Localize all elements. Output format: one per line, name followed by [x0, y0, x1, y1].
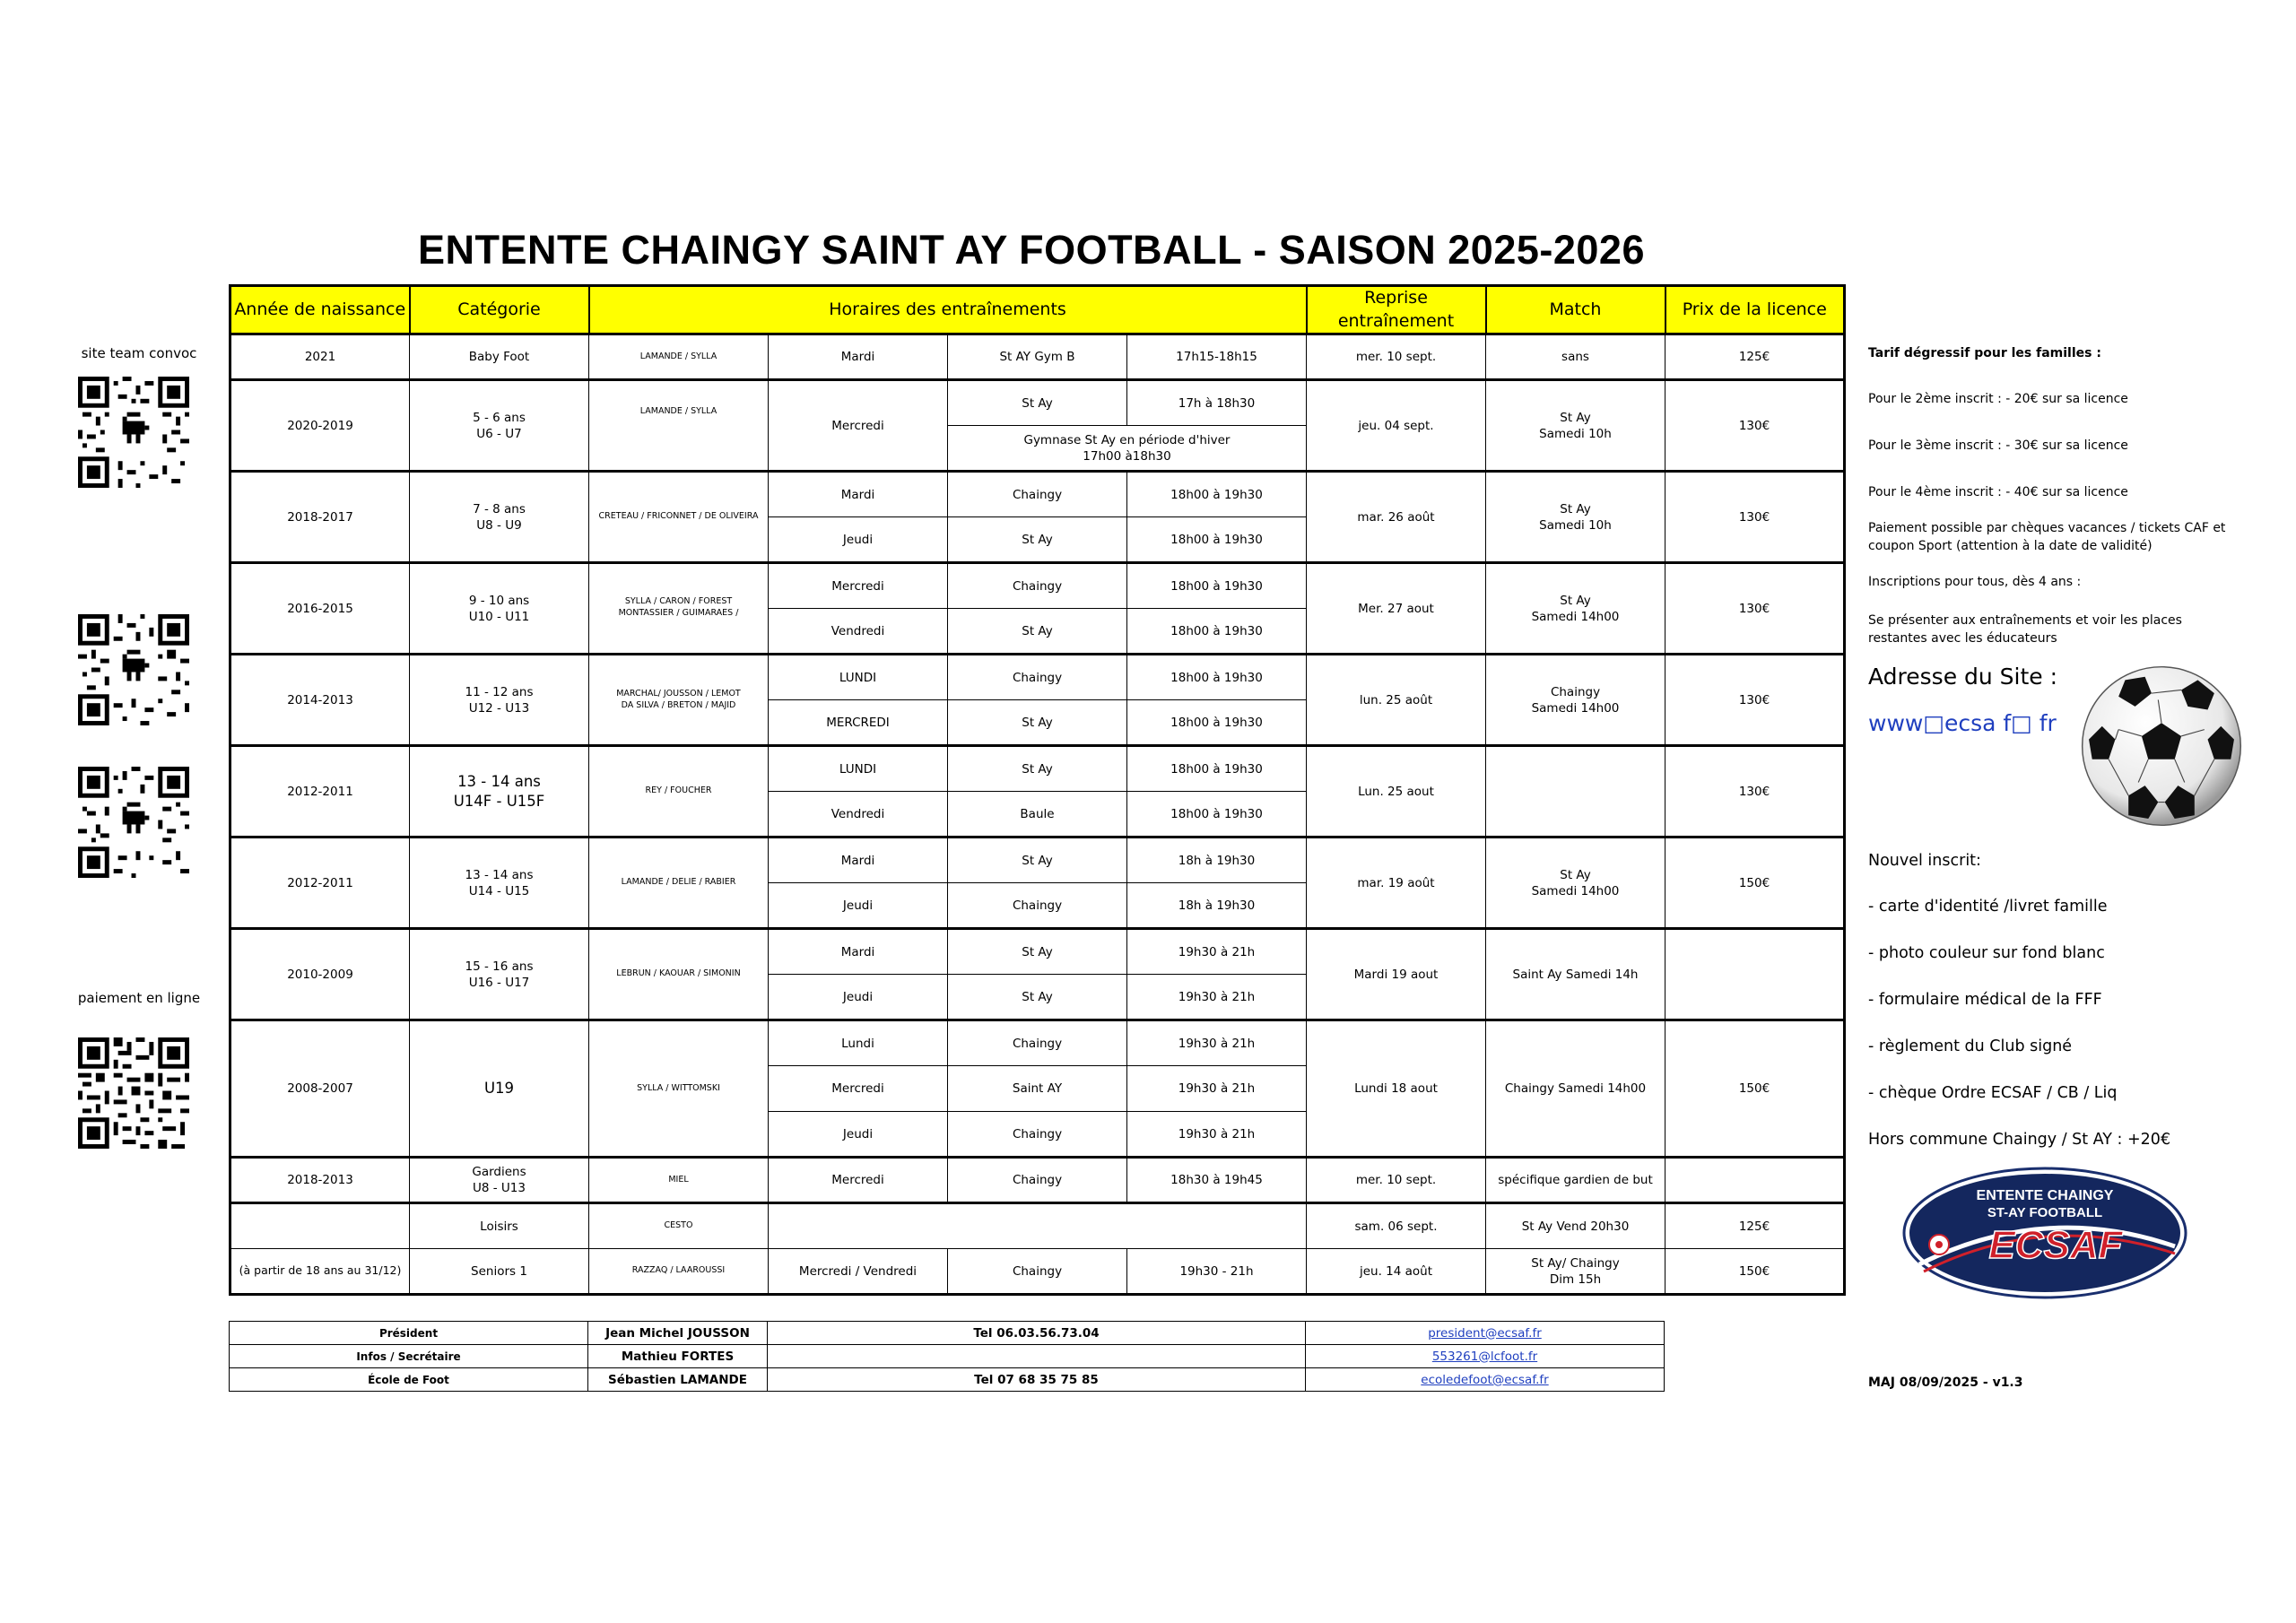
- cell-heure: 19h30 à 21h: [1127, 1066, 1307, 1112]
- cell-lieu: Chaingy: [948, 1020, 1127, 1066]
- cell-categorie: Seniors 1: [410, 1249, 589, 1295]
- cell-jour: MERCREDI: [769, 700, 948, 746]
- cell-jour: Mercredi: [769, 1066, 948, 1112]
- cell-match: [1486, 746, 1665, 838]
- cell-lieu: Chaingy: [948, 1249, 1127, 1295]
- cell-heure: 18h00 à 19h30: [1127, 746, 1307, 792]
- cell-educateurs: CESTO: [589, 1203, 769, 1249]
- paiement-en-ligne-label: paiement en ligne: [77, 990, 201, 1006]
- cell-lieu: St Ay: [948, 838, 1127, 883]
- header-horaires: Horaires des entraînements: [589, 286, 1307, 334]
- table-row: [230, 1158, 1845, 1203]
- list-item: Hors commune Chaingy / St AY : +20€: [1868, 1131, 2171, 1149]
- cell-lieu: Baule: [948, 792, 1127, 838]
- header-annee: Année de naissance: [230, 286, 410, 334]
- contact-email-link[interactable]: president@ecsaf.fr: [1428, 1325, 1542, 1341]
- cell-heure: 19h30 - 21h: [1127, 1249, 1307, 1295]
- cell-jour: Mercredi: [769, 1158, 948, 1203]
- cell-lieu: Chaingy: [948, 1158, 1127, 1203]
- table-row: [230, 563, 1845, 609]
- header-match: Match: [1486, 286, 1665, 334]
- cell-reprise: mar. 19 août: [1307, 838, 1486, 929]
- cell-jour: Mardi: [769, 334, 948, 380]
- presenter-info: Se présenter aux entraînements et voir les places restantes avec les éducateurs: [1868, 613, 2182, 646]
- table-row: [230, 472, 1845, 517]
- contacts-table: [229, 1321, 1665, 1392]
- contact-name: Sébastien LAMANDE: [588, 1368, 768, 1392]
- table-row: [230, 334, 1845, 380]
- header-prix: Prix de la licence: [1665, 286, 1845, 334]
- cell-reprise: sam. 06 sept.: [1307, 1203, 1486, 1249]
- cell-educateurs: MARCHAL/ JOUSSON / LEMOT DA SILVA / BRETON / MAJID: [589, 655, 769, 746]
- cell-educateurs: REY / FOUCHER: [589, 746, 769, 838]
- cell-categorie: 13 - 14 ans U14F - U15F: [410, 746, 589, 838]
- contact-name: Mathieu FORTES: [588, 1345, 768, 1368]
- cell-match: Chaingy Samedi 14h00: [1486, 655, 1665, 746]
- cell-lieu: Chaingy: [948, 655, 1127, 700]
- cell-jour: Jeudi: [769, 517, 948, 563]
- table-row: [230, 1203, 1845, 1249]
- logo-line2: ST-AY FOOTBALL: [1987, 1205, 2103, 1220]
- qr-code-icon[interactable]: [76, 767, 191, 878]
- cell-prix: 130€: [1665, 563, 1845, 655]
- cell-horaires-empty: [769, 1203, 1307, 1249]
- cell-reprise: lun. 25 août: [1307, 655, 1486, 746]
- cell-reprise: Lun. 25 aout: [1307, 746, 1486, 838]
- contact-phone: Tel 07 68 35 75 85: [768, 1368, 1306, 1392]
- cell-categorie: 9 - 10 ans U10 - U11: [410, 563, 589, 655]
- schedule-table: [229, 284, 1846, 1296]
- cell-match: Chaingy Samedi 14h00: [1486, 1020, 1665, 1158]
- cell-match: St Ay Vend 20h30: [1486, 1203, 1665, 1249]
- table-row: [230, 929, 1845, 975]
- cell-lieu: St Ay: [948, 517, 1127, 563]
- cell-heure: 19h30 à 21h: [1127, 1020, 1307, 1066]
- cell-prix: 130€: [1665, 472, 1845, 563]
- tarif-4: Pour le 4ème inscrit : - 40€ sur sa licence: [1868, 485, 2128, 499]
- cell-prix: 150€: [1665, 1249, 1845, 1295]
- cell-prix: [1665, 929, 1845, 1020]
- qr-code-icon[interactable]: [76, 1037, 191, 1149]
- cell-match: spécifique gardien de but: [1486, 1158, 1665, 1203]
- soccer-ball-icon: [2079, 664, 2244, 829]
- cell-categorie: Loisirs: [410, 1203, 589, 1249]
- cell-prix: 125€: [1665, 334, 1845, 380]
- contact-email-link[interactable]: 553261@lcfoot.fr: [1431, 1349, 1538, 1364]
- cell-reprise: jeu. 04 sept.: [1307, 380, 1486, 472]
- cell-lieu: St Ay: [948, 975, 1127, 1020]
- cell-lieu: Chaingy: [948, 563, 1127, 609]
- cell-reprise: Lundi 18 aout: [1307, 1020, 1486, 1158]
- contact-role: École de Foot: [230, 1368, 588, 1392]
- cell-match: St Ay Samedi 14h00: [1486, 838, 1665, 929]
- cell-prix: 125€: [1665, 1203, 1845, 1249]
- cell-jour: Mardi: [769, 929, 948, 975]
- table-row: [230, 746, 1845, 792]
- cell-reprise: Mardi 19 aout: [1307, 929, 1486, 1020]
- adresse-url-link[interactable]: www□ecsa f□ fr: [1868, 710, 2057, 736]
- tarif-3: Pour le 3ème inscrit : - 30€ sur sa licence: [1868, 438, 2128, 453]
- cell-jour: LUNDI: [769, 746, 948, 792]
- page-title: ENTENTE CHAINGY SAINT AY FOOTBALL - SAISON 2025-2026: [418, 227, 1645, 273]
- table-row: [230, 380, 1845, 426]
- maj-version: MAJ 08/09/2025 - v1.3: [1868, 1376, 2023, 1390]
- header-reprise: Reprise entraînement: [1307, 286, 1486, 334]
- cell-lieu: St AY Gym B: [948, 334, 1127, 380]
- list-item: - règlement du Club signé: [1868, 1037, 2073, 1055]
- cell-reprise: mer. 10 sept.: [1307, 334, 1486, 380]
- cell-match: St Ay Samedi 14h00: [1486, 563, 1665, 655]
- cell-jour: Lundi: [769, 1020, 948, 1066]
- contact-phone: [768, 1345, 1306, 1368]
- cell-lieu: Chaingy: [948, 1112, 1127, 1158]
- cell-lieu: Chaingy: [948, 472, 1127, 517]
- cell-jour: Jeudi: [769, 883, 948, 929]
- cell-annee: (à partir de 18 ans au 31/12): [230, 1249, 410, 1295]
- cell-reprise: jeu. 14 août: [1307, 1249, 1486, 1295]
- cell-jour: Vendredi: [769, 792, 948, 838]
- contact-row: [230, 1322, 1665, 1345]
- ecsaf-logo: [1901, 1166, 2188, 1300]
- cell-prix: 150€: [1665, 838, 1845, 929]
- cell-annee: 2014-2013: [230, 655, 410, 746]
- cell-educateurs: LAMANDE / DELIE / RABIER: [589, 838, 769, 929]
- cell-heure: 17h15-18h15: [1127, 334, 1307, 380]
- site-team-convoc-label: site team convoc: [81, 345, 197, 361]
- cell-jour: Mercredi / Vendredi: [769, 1249, 948, 1295]
- table-row: [230, 655, 1845, 700]
- cell-heure: 17h à 18h30: [1127, 380, 1307, 426]
- paiement-info: Paiement possible par chèques vacances / tickets CAF et coupon Sport (attention à la date de validité): [1868, 521, 2226, 553]
- cell-reprise: Mer. 27 aout: [1307, 563, 1486, 655]
- cell-lieu: St Ay: [948, 609, 1127, 655]
- cell-heure: 18h30 à 19h45: [1127, 1158, 1307, 1203]
- cell-lieu: St Ay: [948, 929, 1127, 975]
- cell-prix: 130€: [1665, 746, 1845, 838]
- cell-jour: LUNDI: [769, 655, 948, 700]
- cell-hiver: Gymnase St Ay en période d'hiver 17h00 à18h30: [948, 426, 1307, 472]
- cell-categorie: 11 - 12 ans U12 - U13: [410, 655, 589, 746]
- cell-heure: 18h00 à 19h30: [1127, 563, 1307, 609]
- cell-categorie: 7 - 8 ans U8 - U9: [410, 472, 589, 563]
- cell-heure: 18h00 à 19h30: [1127, 472, 1307, 517]
- contact-role: Infos / Secrétaire: [230, 1345, 588, 1368]
- cell-categorie: Gardiens U8 - U13: [410, 1158, 589, 1203]
- cell-prix: 130€: [1665, 655, 1845, 746]
- cell-heure: 18h00 à 19h30: [1127, 517, 1307, 563]
- nouvel-inscrit-title: Nouvel inscrit:: [1868, 852, 1981, 870]
- cell-prix: 130€: [1665, 380, 1845, 472]
- cell-lieu: St Ay: [948, 380, 1127, 426]
- cell-prix: [1665, 1158, 1845, 1203]
- cell-heure: 19h30 à 21h: [1127, 929, 1307, 975]
- cell-match: St Ay Samedi 10h: [1486, 380, 1665, 472]
- cell-annee: 2012-2011: [230, 838, 410, 929]
- cell-heure: 18h00 à 19h30: [1127, 792, 1307, 838]
- cell-match: sans: [1486, 334, 1665, 380]
- cell-categorie: 5 - 6 ans U6 - U7: [410, 380, 589, 472]
- tarif-title: Tarif dégressif pour les familles :: [1868, 346, 2101, 360]
- table-row: [230, 838, 1845, 883]
- cell-reprise: mar. 26 août: [1307, 472, 1486, 563]
- cell-heure: 18h à 19h30: [1127, 838, 1307, 883]
- cell-match: St Ay/ Chaingy Dim 15h: [1486, 1249, 1665, 1295]
- tarif-2: Pour le 2ème inscrit : - 20€ sur sa licence: [1868, 392, 2128, 406]
- cell-educateurs: MIEL: [589, 1158, 769, 1203]
- cell-educateurs: LEBRUN / KAOUAR / SIMONIN: [589, 929, 769, 1020]
- cell-jour: Jeudi: [769, 1112, 948, 1158]
- cell-lieu: Saint AY: [948, 1066, 1127, 1112]
- cell-annee: 2018-2017: [230, 472, 410, 563]
- cell-categorie: U19: [410, 1020, 589, 1158]
- logo-line1: ENTENTE CHAINGY: [1976, 1188, 2114, 1203]
- qr-code-icon[interactable]: [76, 377, 191, 488]
- cell-jour: Jeudi: [769, 975, 948, 1020]
- cell-heure: 18h00 à 19h30: [1127, 700, 1307, 746]
- cell-educateurs: LAMANDE / SYLLA: [589, 380, 769, 472]
- contact-name: Jean Michel JOUSSON: [588, 1322, 768, 1345]
- contact-phone: Tel 06.03.56.73.04: [768, 1322, 1306, 1345]
- list-item: - formulaire médical de la FFF: [1868, 991, 2102, 1009]
- table-row: [230, 1020, 1845, 1066]
- contact-row: [230, 1345, 1665, 1368]
- cell-annee: 2020-2019: [230, 380, 410, 472]
- inscriptions-info: Inscriptions pour tous, dès 4 ans :: [1868, 575, 2082, 589]
- cell-heure: 18h00 à 19h30: [1127, 655, 1307, 700]
- cell-categorie: Baby Foot: [410, 334, 589, 380]
- cell-educateurs: CRETEAU / FRICONNET / DE OLIVEIRA: [589, 472, 769, 563]
- cell-annee: 2018-2013: [230, 1158, 410, 1203]
- cell-lieu: St Ay: [948, 746, 1127, 792]
- cell-heure: 19h30 à 21h: [1127, 975, 1307, 1020]
- cell-prix: 150€: [1665, 1020, 1845, 1158]
- cell-annee: 2008-2007: [230, 1020, 410, 1158]
- cell-jour: Mardi: [769, 838, 948, 883]
- cell-educateurs: SYLLA / WITTOMSKI: [589, 1020, 769, 1158]
- table-row: [230, 1249, 1845, 1295]
- list-item: - chèque Ordre ECSAF / CB / Liq: [1868, 1084, 2118, 1102]
- cell-categorie: 13 - 14 ans U14 - U15: [410, 838, 589, 929]
- cell-match: St Ay Samedi 10h: [1486, 472, 1665, 563]
- contact-email-link[interactable]: ecoledefoot@ecsaf.fr: [1421, 1372, 1549, 1387]
- cell-heure: 18h00 à 19h30: [1127, 609, 1307, 655]
- cell-categorie: 15 - 16 ans U16 - U17: [410, 929, 589, 1020]
- cell-educateurs: SYLLA / CARON / FOREST MONTASSIER / GUIMARAES /: [589, 563, 769, 655]
- cell-lieu: St Ay: [948, 700, 1127, 746]
- contact-row: [230, 1368, 1665, 1392]
- cell-heure: 19h30 à 21h: [1127, 1112, 1307, 1158]
- cell-annee: 2016-2015: [230, 563, 410, 655]
- logo-text: ECSAF: [1988, 1223, 2123, 1267]
- cell-jour: Vendredi: [769, 609, 948, 655]
- header-categorie: Catégorie: [410, 286, 589, 334]
- cell-annee: 2010-2009: [230, 929, 410, 1020]
- cell-match: Saint Ay Samedi 14h: [1486, 929, 1665, 1020]
- cell-annee: [230, 1203, 410, 1249]
- adresse-label: Adresse du Site :: [1868, 664, 2058, 690]
- cell-heure: 18h à 19h30: [1127, 883, 1307, 929]
- cell-educateurs: RAZZAQ / LAAROUSSI: [589, 1249, 769, 1295]
- cell-jour: Mercredi: [769, 380, 948, 472]
- cell-educateurs: LAMANDE / SYLLA: [589, 334, 769, 380]
- cell-annee: 2021: [230, 334, 410, 380]
- cell-jour: Mardi: [769, 472, 948, 517]
- list-item: - photo couleur sur fond blanc: [1868, 944, 2105, 962]
- contact-role: Président: [230, 1322, 588, 1345]
- cell-lieu: Chaingy: [948, 883, 1127, 929]
- cell-jour: Mercredi: [769, 563, 948, 609]
- qr-code-icon[interactable]: [76, 614, 191, 725]
- cell-annee: 2012-2011: [230, 746, 410, 838]
- list-item: - carte d'identité /livret famille: [1868, 898, 2108, 916]
- cell-reprise: mer. 10 sept.: [1307, 1158, 1486, 1203]
